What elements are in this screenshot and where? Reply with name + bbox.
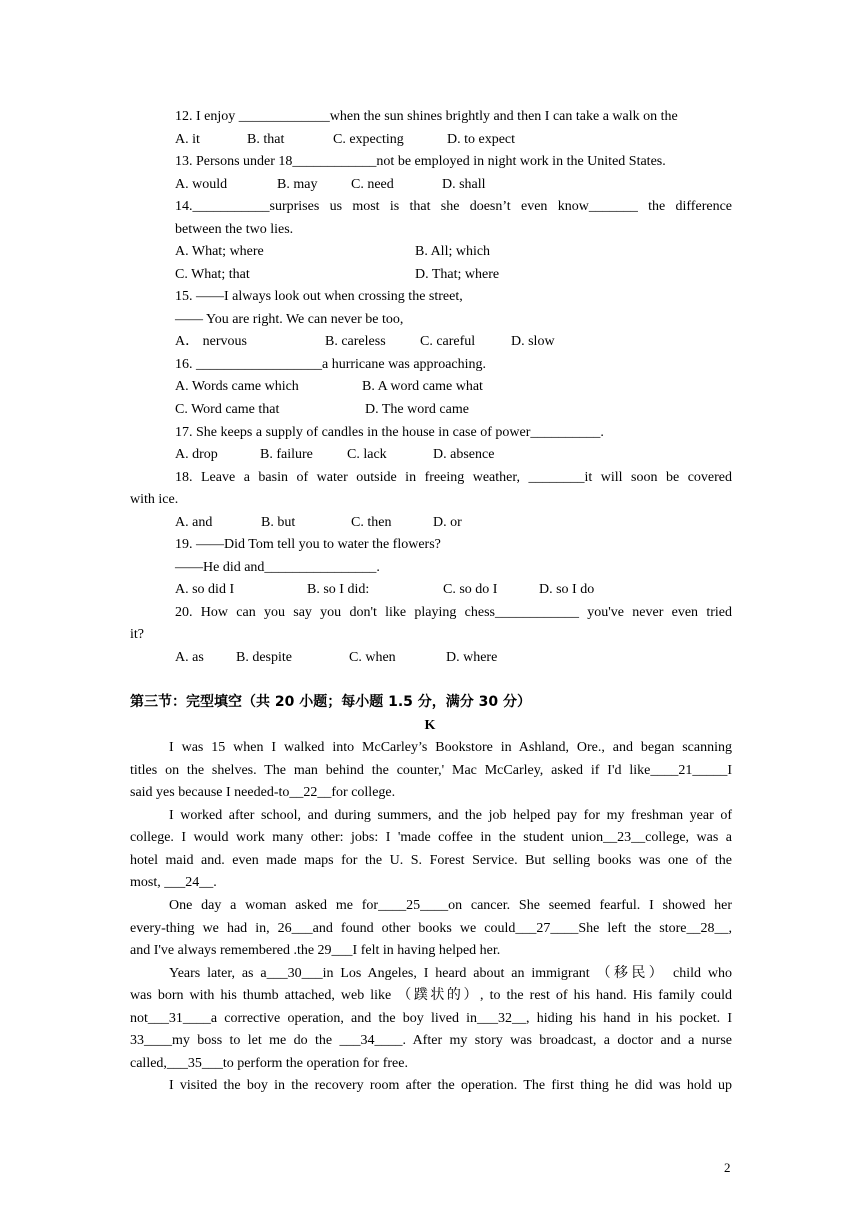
passage-line-3: said yes because I needed-to__22__for college. bbox=[130, 785, 396, 800]
q15-stem-line1: 15. ——I always look out when crossing the street, bbox=[175, 289, 463, 304]
passage-line-16: I visited the boy in the recovery room after the operation. The first thing he did was hold up bbox=[169, 1078, 732, 1093]
q13-option-a: A. would bbox=[175, 177, 228, 192]
q20-stem-line1: 20. How can you say you don't like playing chess____________ you've never even tried bbox=[175, 605, 732, 620]
q20-option-d: D. where bbox=[446, 650, 498, 665]
q18-stem-line2: with ice. bbox=[130, 492, 179, 507]
q15-option-c: C. careful bbox=[420, 334, 476, 349]
q14-option-a: A. What; where bbox=[175, 244, 264, 259]
q17-option-c: C. lack bbox=[347, 447, 387, 462]
q18-option-c: C. then bbox=[351, 515, 392, 530]
q17-option-a: A. drop bbox=[175, 447, 218, 462]
q17-option-d: D. absence bbox=[433, 447, 495, 462]
q12-option-d: D. to expect bbox=[447, 132, 516, 147]
passage-line-4: I worked after school, and during summers, and the job helped pay for my freshman year of bbox=[169, 808, 732, 823]
q12-option-b: B. that bbox=[247, 132, 285, 147]
q12-option-c: C. expecting bbox=[333, 132, 404, 147]
q20-stem-line2: it? bbox=[130, 627, 144, 642]
passage-line-13: not___31____a corrective operation, and the boy lived in___32__, hiding his hand in his pocket. I bbox=[130, 1011, 732, 1026]
q14-stem-line2: between the two lies. bbox=[175, 222, 294, 237]
q14-option-c: C. What; that bbox=[175, 267, 250, 282]
q19-option-c: C. so do I bbox=[443, 582, 498, 597]
passage-title: K bbox=[424, 718, 436, 733]
section3-heading: 第三节：完型填空（共 20 小题；每小题 1.5 分，满分 30 分） bbox=[130, 694, 532, 710]
q18-option-b: B. but bbox=[261, 515, 296, 530]
q14-option-d: D. That; where bbox=[415, 267, 500, 282]
q14-option-b: B. All; which bbox=[415, 244, 491, 259]
page-number: 2 bbox=[724, 1160, 731, 1175]
q15-option-d: D. slow bbox=[511, 334, 555, 349]
passage-line-11: Years later, as a___30___in Los Angeles, I heard about an immigrant （移民） child who bbox=[169, 966, 732, 981]
q19-option-b: B. so I did: bbox=[307, 582, 370, 597]
passage-line-5: college. I would work many other: jobs: I 'made coffee in the student union__23__college, was a bbox=[130, 830, 732, 845]
q19-option-d: D. so I do bbox=[539, 582, 595, 597]
passage-line-2: titles on the shelves. The man behind the counter,' Mac McCarley, asked if I'd like____21_____I bbox=[130, 763, 732, 778]
q16-stem: 16. __________________a hurricane was approaching. bbox=[175, 357, 487, 372]
q15-stem-line2: —— You are right. We can never be too, bbox=[175, 312, 404, 327]
q16-option-c: C. Word came that bbox=[175, 402, 280, 417]
q18-option-a: A. and bbox=[175, 515, 213, 530]
passage-line-10: and I've always remembered .the 29___I felt in having helped her. bbox=[130, 943, 501, 958]
q13-option-c: C. need bbox=[351, 177, 394, 192]
q20-option-a: A. as bbox=[175, 650, 204, 665]
q16-option-d: D. The word came bbox=[365, 402, 469, 417]
q13-stem: 13. Persons under 18____________not be employed in night work in the United States. bbox=[175, 154, 666, 169]
q20-option-c: C. when bbox=[349, 650, 396, 665]
passage-line-6: hotel maid and. even made maps for the U. S. Forest Service. But selling books was one of the bbox=[130, 853, 732, 868]
q12-option-a: A. it bbox=[175, 132, 200, 147]
q18-stem-line1: 18. Leave a basin of water outside in freeing weather, ________it will soon be covered bbox=[175, 470, 732, 485]
q20-option-b: B. despite bbox=[236, 650, 292, 665]
q12-stem: 12. I enjoy _____________when the sun shines brightly and then I can take a walk on the bbox=[175, 109, 678, 124]
q16-option-b: B. A word came what bbox=[362, 379, 483, 394]
q14-stem-line1: 14.___________surprises us most is that she doesn’t even know_______ the difference bbox=[175, 199, 732, 214]
passage-line-7: most, ___24__. bbox=[130, 875, 217, 890]
q17-stem: 17. She keeps a supply of candles in the house in case of power__________. bbox=[175, 425, 604, 440]
q15-option-a: A． nervous bbox=[175, 334, 247, 349]
q19-stem-line1: 19. ——Did Tom tell you to water the flowers? bbox=[175, 537, 441, 552]
passage-line-12: was born with his thumb attached, web like （蹼状的）, to the rest of his hand. His family could bbox=[130, 988, 732, 1003]
passage-line-1: I was 15 when I walked into McCarley’s Bookstore in Ashland, Ore., and began scanning bbox=[169, 740, 732, 755]
q19-stem-line2: ——He did and________________. bbox=[175, 560, 380, 575]
q16-option-a: A. Words came which bbox=[175, 379, 299, 394]
q13-option-b: B. may bbox=[277, 177, 318, 192]
q13-option-d: D. shall bbox=[442, 177, 486, 192]
passage-line-9: every-thing we had in, 26___and found other books we could___27____She left the store__28__, bbox=[130, 921, 732, 936]
q18-option-d: D. or bbox=[433, 515, 462, 530]
passage-line-8: One day a woman asked me for____25____on cancer. She seemed fearful. I showed her bbox=[169, 898, 732, 913]
q17-option-b: B. failure bbox=[260, 447, 313, 462]
q15-option-b: B. careless bbox=[325, 334, 386, 349]
passage-line-15: called,___35___to perform the operation for free. bbox=[130, 1056, 408, 1071]
q19-option-a: A. so did I bbox=[175, 582, 235, 597]
passage-line-14: 33____my boss to let me do the ___34____. After my story was broadcast, a doctor and a nurse bbox=[130, 1033, 732, 1048]
